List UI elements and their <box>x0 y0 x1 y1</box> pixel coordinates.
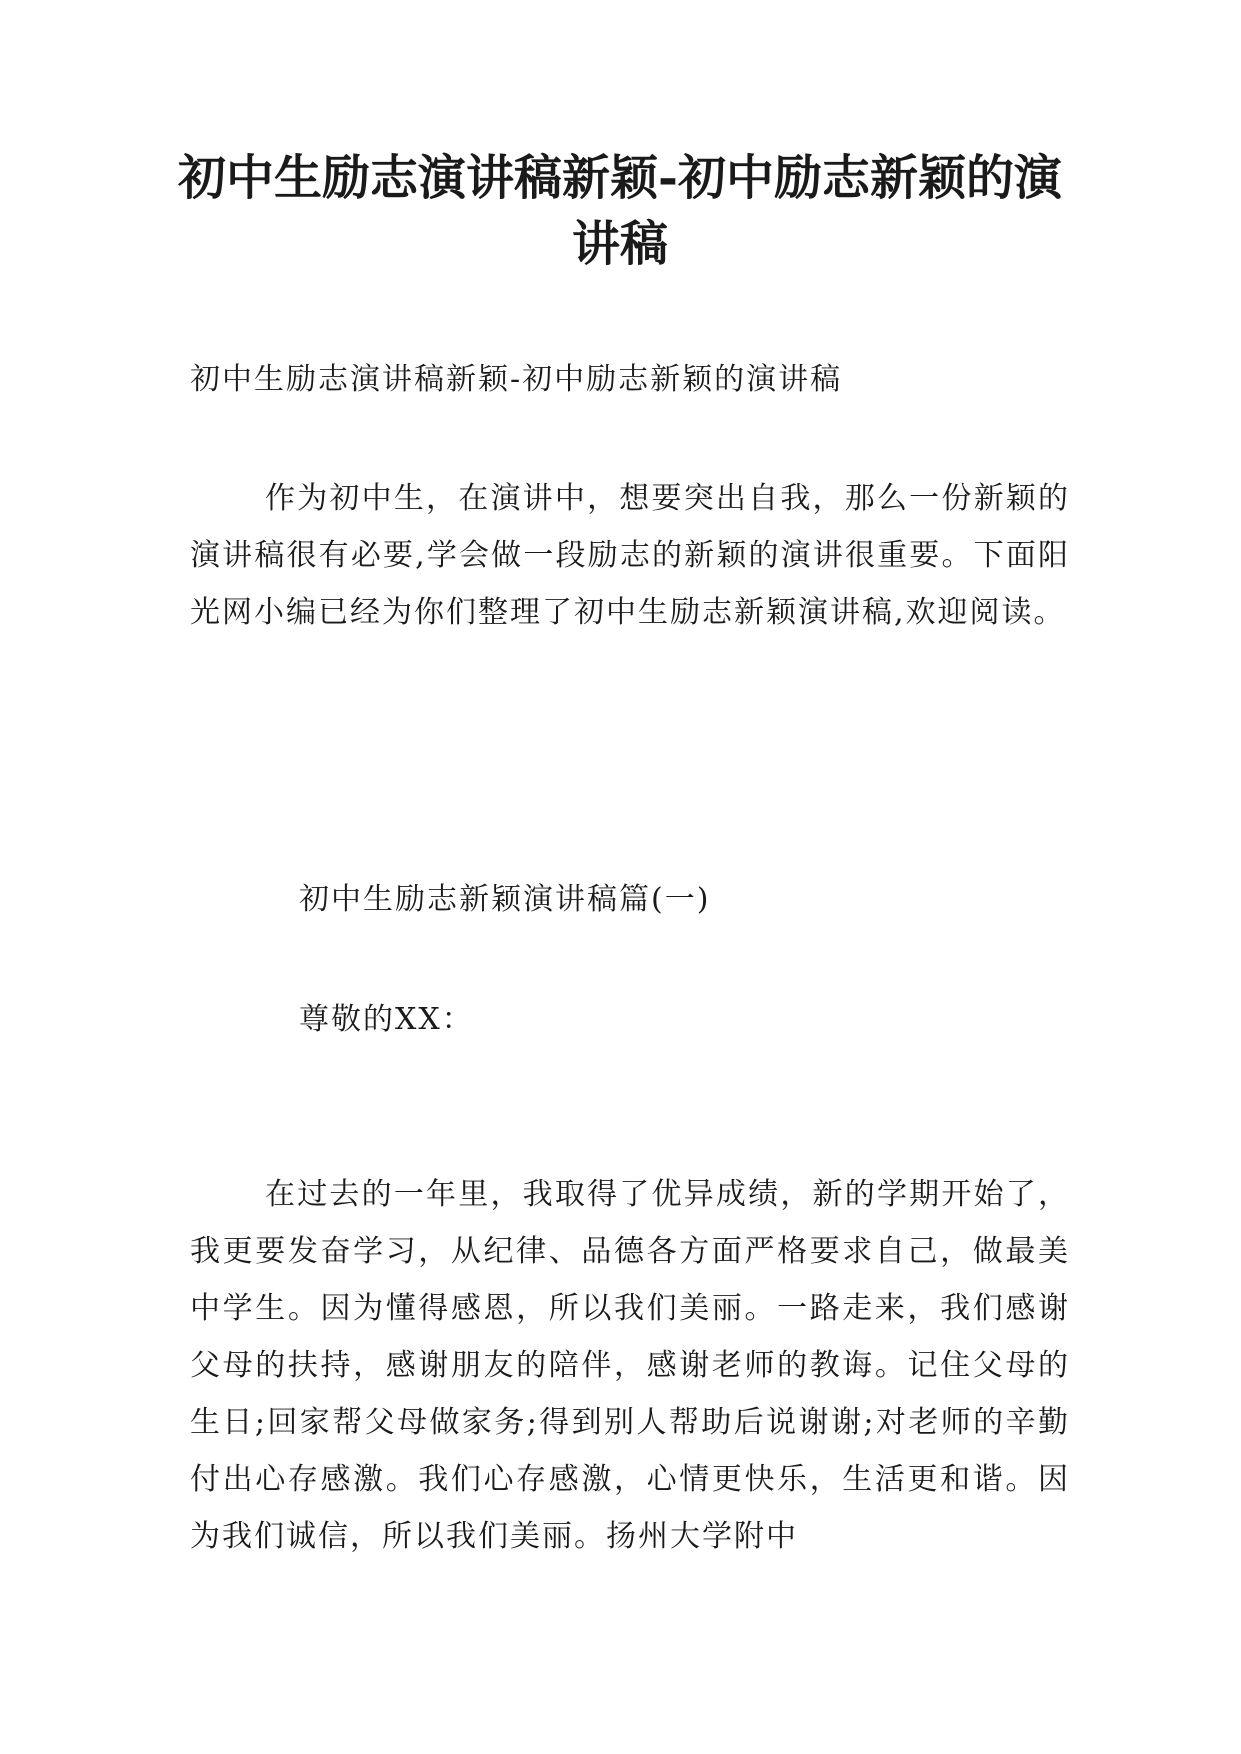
body-paragraph: 在过去的一年里，我取得了优异成绩，新的学期开始了，我更要发奋学习，从纪律、品德各方面严格要求自己，做最美中学生。因为懂得感恩，所以我们美丽。一路走来，我们感谢父母的扶持，感谢朋友的陪伴，感谢老师的教诲。记住父母的生日;回家帮父母做家务;得到别人帮助后说谢谢;对老师的辛勤付出心存感激。我们心存感激，心情更快乐，生活更和谐。因为我们诚信，所以我们美丽。扬州大学附中 <box>190 1177 1070 1554</box>
document-subtitle: 初中生励志演讲稿新颖-初中励志新颖的演讲稿 <box>190 362 843 397</box>
salutation: 尊敬的XX： <box>299 1002 474 1037</box>
section-title: 初中生励志新颖演讲稿篇(一) <box>299 882 711 917</box>
intro-paragraph: 作为初中生，在演讲中，想要突出自我，那么一份新颖的演讲稿很有必要,学会做一段励志的新颖的演讲很重要。下面阳光网小编已经为你们整理了初中生励志新颖演讲稿,欢迎阅读。 <box>190 481 1070 630</box>
document-title: 初中生励志演讲稿新颖-初中励志新颖的演讲稿 <box>178 150 1062 272</box>
